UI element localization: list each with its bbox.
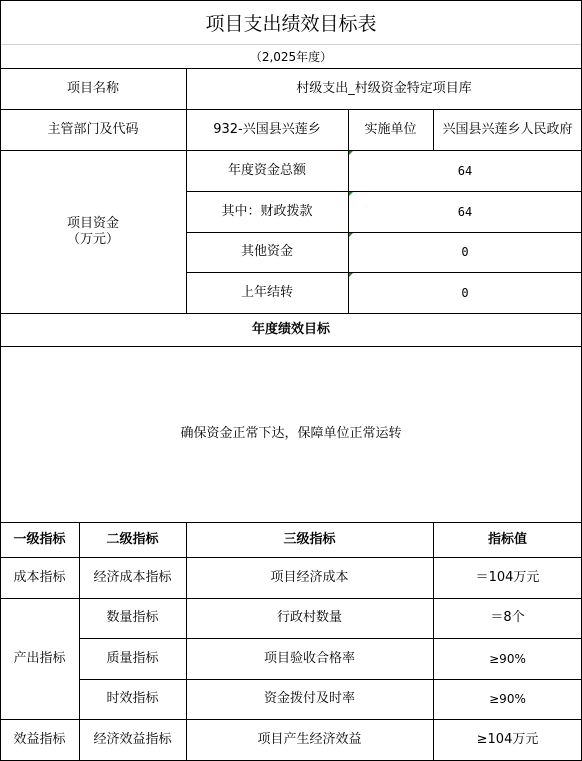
project-name-value: 村级支出_村级资金特定项目库: [296, 80, 472, 96]
dept-label: 主管部门及代码: [47, 121, 139, 137]
indicator-value: ≥104万元: [476, 731, 539, 747]
indicator-level3: 行政村数量: [276, 610, 342, 625]
indicator-value: ＝8个: [490, 610, 525, 625]
indicator-level2: 数量指标: [106, 610, 159, 625]
funds-row-label: 其中：财政拨款: [221, 203, 313, 219]
funds-label-line2: （万元）: [66, 231, 119, 247]
goal-text: 确保资金正常下达，保障单位正常运转: [180, 426, 402, 441]
goal-header: 年度绩效目标: [251, 321, 330, 337]
indicator-level3: 项目经济成本: [270, 569, 349, 585]
indicator-level1: 产出指标: [13, 650, 66, 666]
funds-label-line1: 项目资金: [66, 215, 119, 231]
grid-line: [0, 44, 582, 45]
indicator-level2: 经济成本指标: [93, 569, 172, 585]
indicator-level2: 经济效益指标: [93, 731, 172, 747]
indicator-level3: 项目产生经济效益: [257, 731, 362, 747]
funds-row-value: 64: [457, 163, 473, 178]
indicator-level2: 质量指标: [106, 650, 159, 666]
indicator-header-level3: 三级指标: [283, 531, 336, 547]
indicator-header-value: 指标值: [487, 531, 527, 547]
funds-label: [0, 150, 186, 313]
funds-row-label: 其他资金: [240, 244, 293, 259]
indicator-level2: 时效指标: [106, 691, 159, 706]
unit-label: 实施单位: [364, 121, 417, 137]
funds-row-value: 64: [457, 204, 473, 219]
sheet-title: 项目支出绩效目标表: [205, 12, 377, 35]
funds-row-value: 0: [461, 285, 469, 300]
funds-row-label: 年度资金总额: [227, 162, 306, 178]
indicator-value: ≥90%: [489, 692, 526, 706]
indicator-value: ≥90%: [489, 651, 526, 666]
indicator-header-level1: 一级指标: [13, 531, 66, 547]
unit-value: 兴国县兴莲乡人民政府: [442, 121, 573, 137]
indicator-level1: 效益指标: [13, 731, 66, 747]
indicator-header-level2: 二级指标: [106, 531, 159, 547]
indicator-level3: 资金拨付及时率: [263, 691, 355, 706]
grid-line: [0, 0, 582, 1]
indicator-level3: 项目验收合格率: [263, 650, 355, 666]
dept-value: 932-兴国县兴莲乡: [213, 121, 321, 137]
project-name-label: 项目名称: [66, 80, 119, 96]
indicator-level1: 成本指标: [13, 569, 66, 585]
funds-row-label: 上年结转: [240, 284, 293, 300]
indicator-value: ＝104万元: [475, 569, 540, 585]
funds-row-value: 0: [461, 245, 469, 259]
year-label: （2,025年度）: [249, 49, 333, 64]
